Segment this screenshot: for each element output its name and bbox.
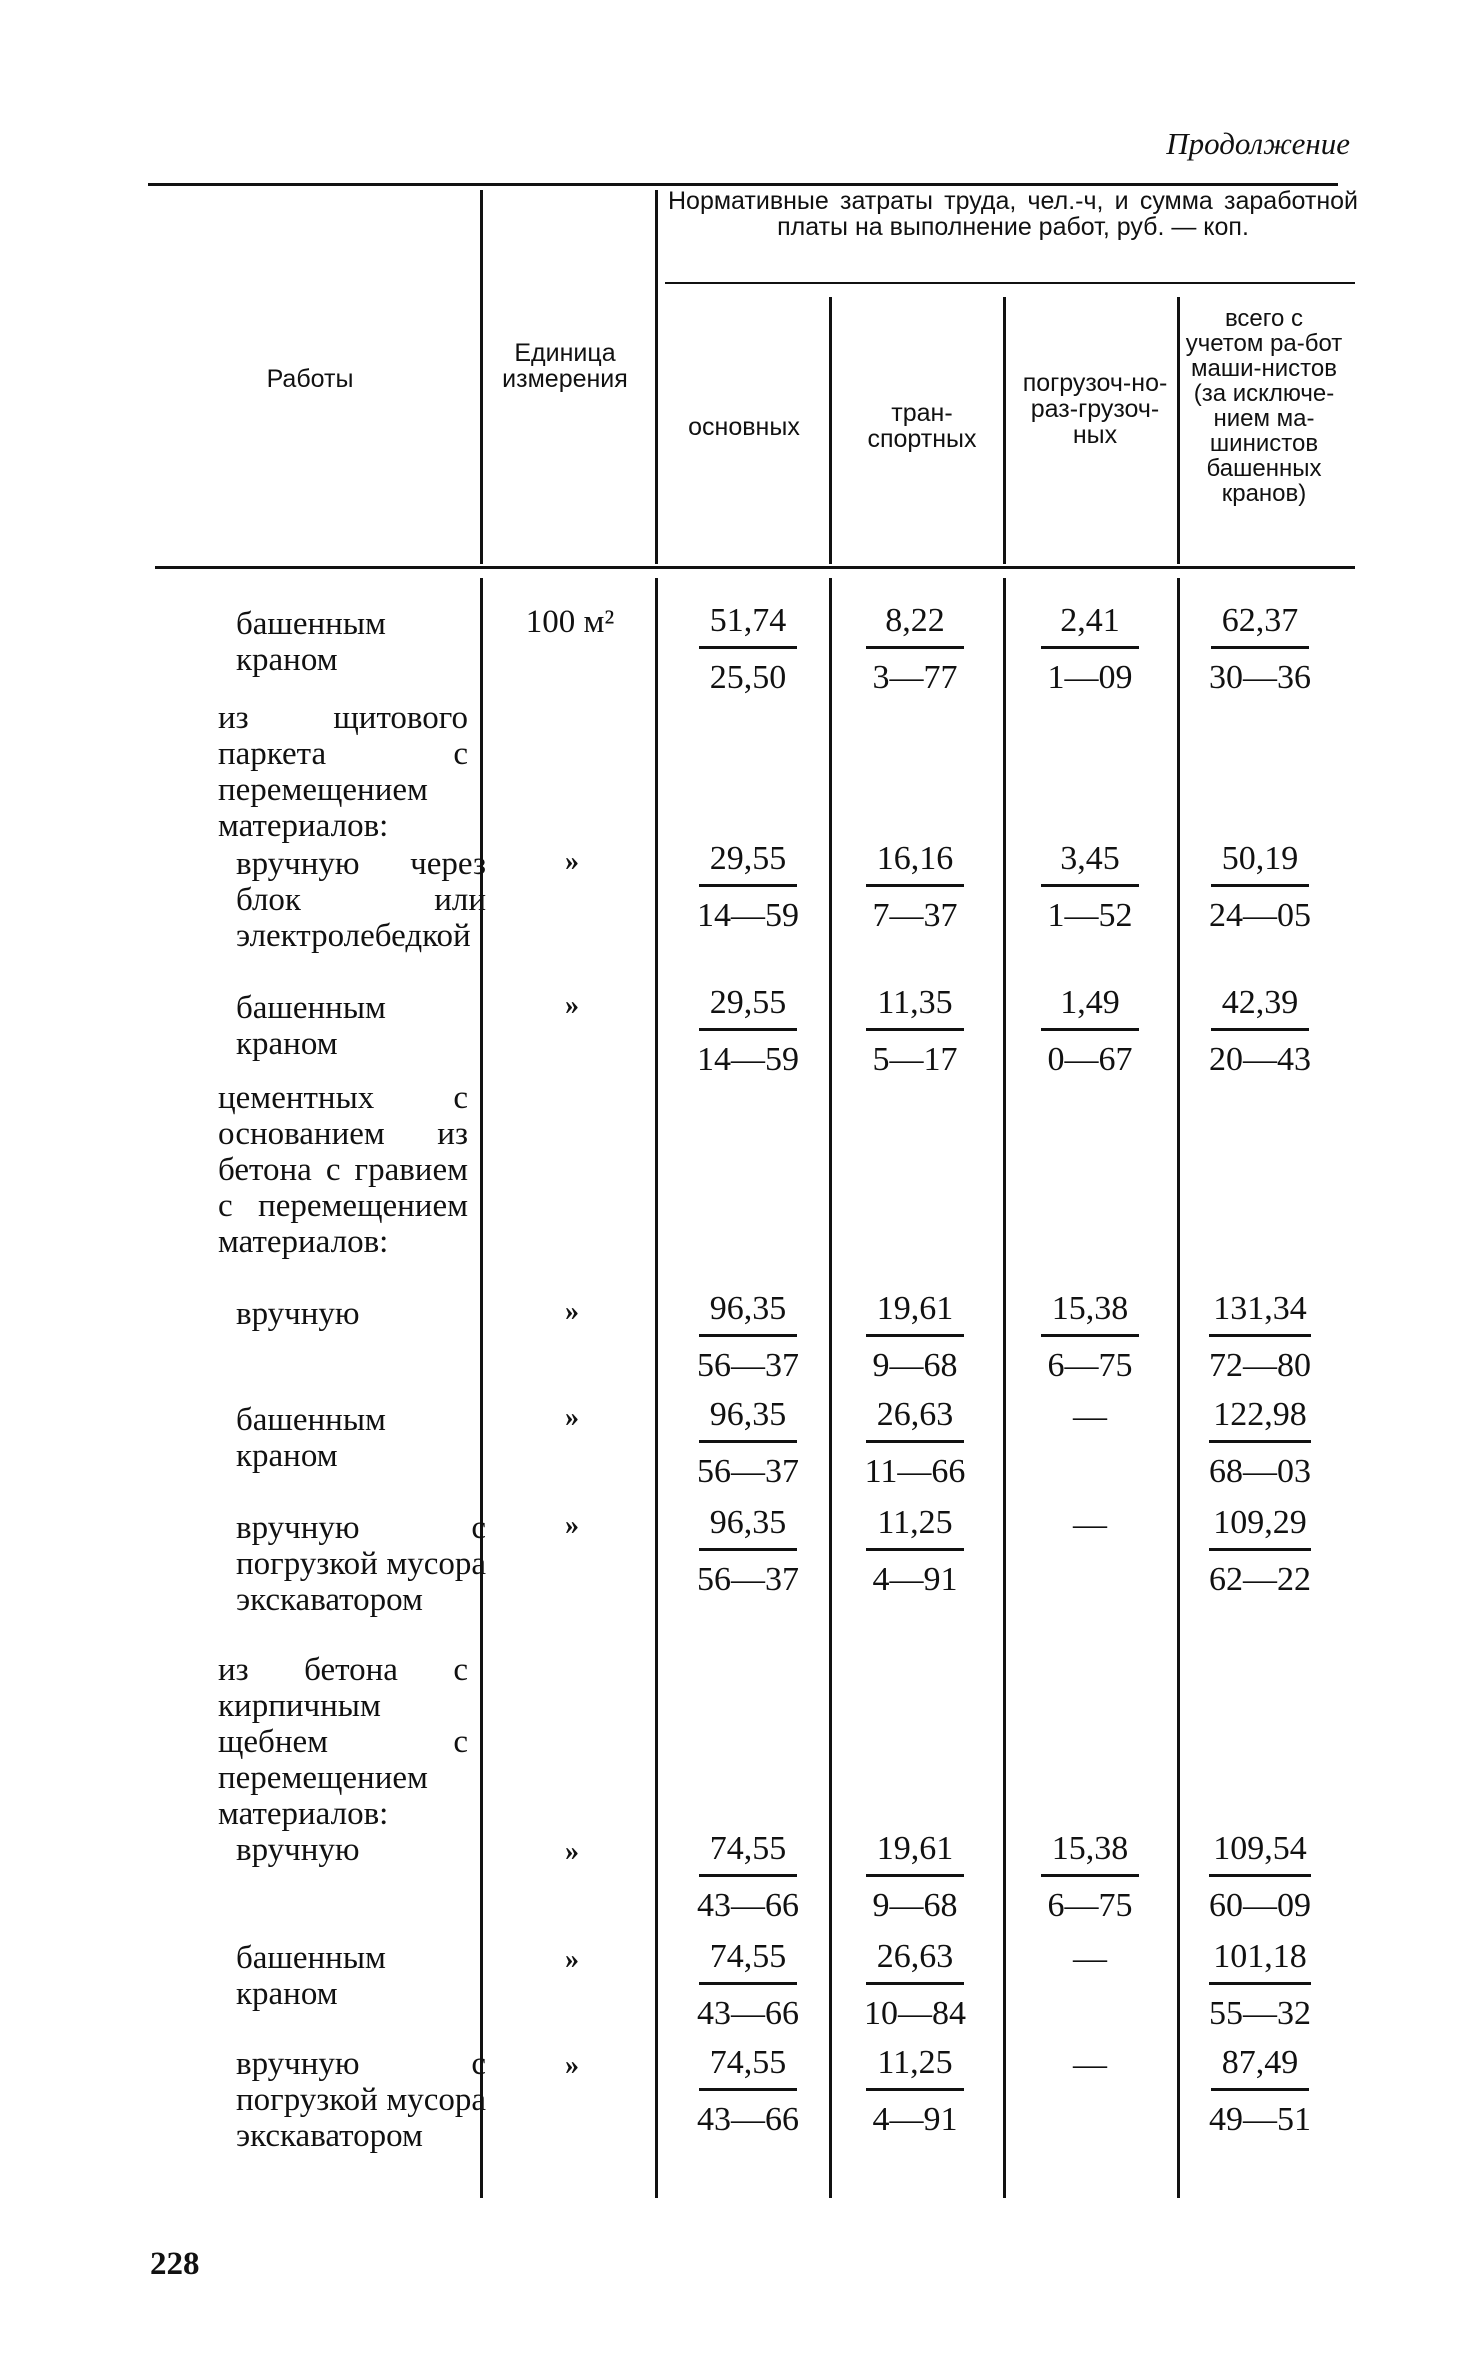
col-divider-2 xyxy=(655,190,658,564)
header-bottom-rule xyxy=(155,566,1355,569)
header-unit: Единица измерения xyxy=(502,339,628,393)
unit-cell: 100 м² xyxy=(525,604,615,640)
work-label: башенным краном xyxy=(236,1940,386,2012)
work-label: башенным краном xyxy=(236,1402,386,1474)
dash-cell: — xyxy=(1073,1506,1107,1543)
body-divider-5 xyxy=(1177,578,1180,2198)
value-cell: 11,35 5—17 xyxy=(845,984,985,1079)
ditto-mark: » xyxy=(565,2050,579,2081)
ditto-mark: » xyxy=(565,846,579,877)
value-cell: 74,55 43—66 xyxy=(697,1830,799,1924)
value-cell: 109,54 60—09 xyxy=(1209,1830,1311,1924)
value-cell: 122,98 68—03 xyxy=(1209,1396,1311,1490)
value-cell: 96,35 56—37 xyxy=(697,1290,799,1384)
ditto-mark: » xyxy=(565,1836,579,1867)
header-col-loading: погрузоч-но-раз-грузоч-ных xyxy=(1022,369,1168,449)
work-label: вручную xyxy=(236,1296,360,1332)
value-cell: 96,35 56—37 xyxy=(697,1504,799,1598)
continuation-label: Продолжение xyxy=(1166,126,1350,161)
header-group-title: Нормативные затраты труда, чел.-ч, и сумма заработной платы на выполнение работ, руб. — коп. xyxy=(668,187,1358,241)
ditto-mark: » xyxy=(565,1944,579,1975)
value-cell: 101,18 55—32 xyxy=(1209,1938,1311,2032)
value-cell: 1,49 0—67 xyxy=(1020,984,1160,1079)
value-cell: 2,41 1—09 xyxy=(1020,602,1160,697)
dash-cell: — xyxy=(1073,1398,1107,1435)
value-cell: 74,55 43—66 xyxy=(697,2044,799,2138)
value-cell: 42,39 20—43 xyxy=(1209,984,1311,1078)
section-label: из бетона с кирпичным щебнем с перемещением материалов: xyxy=(218,1652,468,1832)
value-cell: 96,35 56—37 xyxy=(697,1396,799,1490)
work-label: вручную xyxy=(236,1832,360,1868)
value-cell: 50,19 24—05 xyxy=(1209,840,1311,934)
header-col-transport: тран-спортных xyxy=(867,399,977,453)
work-label: вручную через блок или электролебедкой xyxy=(236,846,486,954)
value-cell: 11,25 4—91 xyxy=(845,1504,985,1599)
value-cell: 131,34 72—80 xyxy=(1209,1290,1311,1384)
value-cell: 62,37 30—36 xyxy=(1209,602,1311,696)
value-cell: 16,16 7—37 xyxy=(845,840,985,935)
header-col-main: основных xyxy=(688,413,800,441)
value-cell: 8,22 3—77 xyxy=(845,602,985,697)
value-cell: 3,45 1—52 xyxy=(1020,840,1160,935)
ditto-mark: » xyxy=(565,1296,579,1327)
body-divider-4 xyxy=(1003,578,1006,2198)
value-cell: 109,29 62—22 xyxy=(1209,1504,1311,1598)
value-cell: 11,25 4—91 xyxy=(845,2044,985,2139)
header-top-rule xyxy=(148,183,1338,186)
value-cell: 29,55 14—59 xyxy=(697,984,799,1078)
value-cell: 15,38 6—75 xyxy=(1020,1290,1160,1385)
header-works: Работы xyxy=(266,365,354,393)
ditto-mark: » xyxy=(565,1510,579,1541)
header-group-rule xyxy=(665,282,1355,284)
section-label: цементных с основанием из бетона с гравием с перемещением материалов: xyxy=(218,1080,468,1260)
value-cell: 26,63 10—84 xyxy=(864,1938,966,2032)
work-label: башенным краном xyxy=(236,606,386,678)
value-cell: 51,74 25,50 xyxy=(678,602,818,697)
work-label: вручную с погрузкой мусора экскаватором xyxy=(236,2046,486,2154)
work-label: башенным краном xyxy=(236,990,386,1062)
section-label: из щитового паркета с перемещением материалов: xyxy=(218,700,468,844)
value-cell: 15,38 6—75 xyxy=(1020,1830,1160,1925)
col-divider-3 xyxy=(829,297,832,564)
header-col-total: всего с учетом ра-бот маши-нистов (за исключе-нием ма-шинистов башенных кранов) xyxy=(1185,305,1343,507)
value-cell: 74,55 43—66 xyxy=(697,1938,799,2032)
value-cell: 26,63 11—66 xyxy=(864,1396,966,1490)
value-cell: 19,61 9—68 xyxy=(845,1830,985,1925)
value-cell: 29,55 14—59 xyxy=(697,840,799,934)
body-divider-3 xyxy=(829,578,832,2198)
value-cell: 87,49 49—51 xyxy=(1209,2044,1311,2138)
body-divider-2 xyxy=(655,578,658,2198)
work-label: вручную с погрузкой мусора экскаватором xyxy=(236,1510,486,1618)
page-number: 228 xyxy=(150,2246,200,2282)
dash-cell: — xyxy=(1073,2046,1107,2083)
dash-cell: — xyxy=(1073,1940,1107,1977)
value-cell: 19,61 9—68 xyxy=(845,1290,985,1385)
ditto-mark: » xyxy=(565,1402,579,1433)
ditto-mark: » xyxy=(565,990,579,1021)
